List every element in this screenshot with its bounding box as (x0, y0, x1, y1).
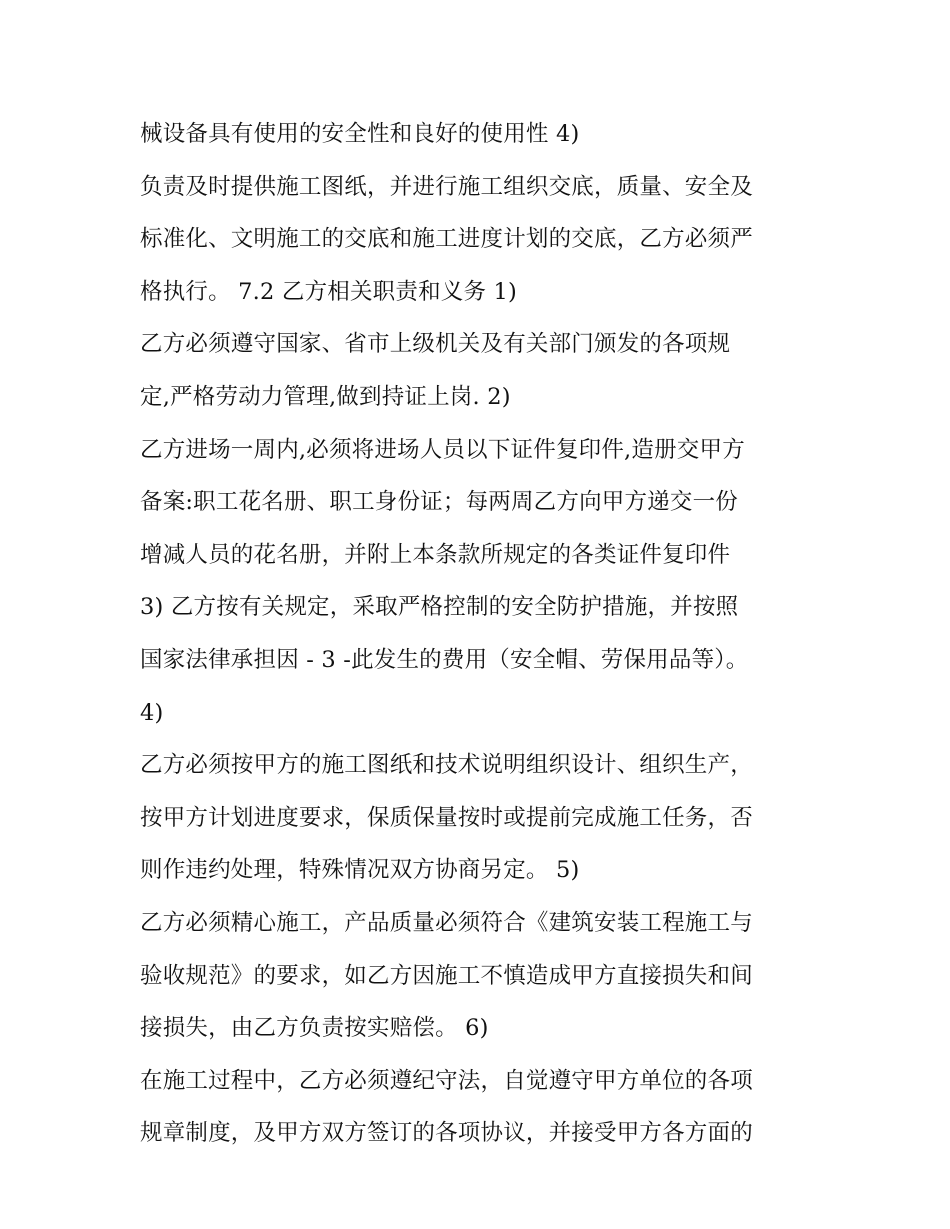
text-line: 备案:职工花名册、职工身份证；每两周乙方向甲方递交一份 (140, 489, 738, 516)
text-line: 接损失，由乙方负责按实赔偿。 6) (140, 1015, 489, 1042)
text-line: 规章制度，及甲方双方签订的各项协议，并接受甲方各方面的 (140, 1120, 753, 1147)
text-line: 3) 乙方按有关规定，采取严格控制的安全防护措施，并按照 (140, 594, 739, 621)
document-body (140, 108, 820, 1160)
text-line: 则作违约处理，特殊情况双方协商另定。 5) (140, 857, 580, 884)
text-line: 按甲方计划进度要求，保质保量按时或提前完成施工任务，否 (140, 804, 753, 831)
text-line: 国家法律承担因 - 3 -此发生的费用（安全帽、劳保用品等）。 (140, 646, 749, 673)
text-line: 验收规范》的要求，如乙方因施工不慎造成甲方直接损失和间 (140, 962, 753, 989)
text-line: 械设备具有使用的安全性和良好的使用性 4) (140, 121, 580, 147)
text-line: 负责及时提供施工图纸，并进行施工组织交底，质量、安全及 (140, 173, 753, 200)
text-line: 4) (140, 699, 164, 726)
text-line: 定,严格劳动力管理,做到持证上岗. 2) (140, 383, 511, 410)
text-line: 增减人员的花名册，并附上本条款所规定的各类证件复印件 (140, 541, 731, 568)
text-line: 格执行。 7.2 乙方相关职责和义务 1) (140, 278, 518, 305)
text-line: 在施工过程中，乙方必须遵纪守法，自觉遵守甲方单位的各项 (140, 1067, 753, 1094)
text-line: 乙方进场一周内,必须将进场人员以下证件复印件,造册交甲方 (140, 436, 745, 463)
text-line: 标准化、文明施工的交底和施工进度计划的交底，乙方必须严 (140, 226, 753, 253)
text-line: 乙方必须按甲方的施工图纸和技术说明组织设计、组织生产， (140, 752, 753, 779)
text-line: 乙方必须精心施工，产品质量必须符合《建筑安装工程施工与 (140, 909, 753, 936)
text-line: 乙方必须遵守国家、省市上级机关及有关部门颁发的各项规 (140, 331, 731, 358)
